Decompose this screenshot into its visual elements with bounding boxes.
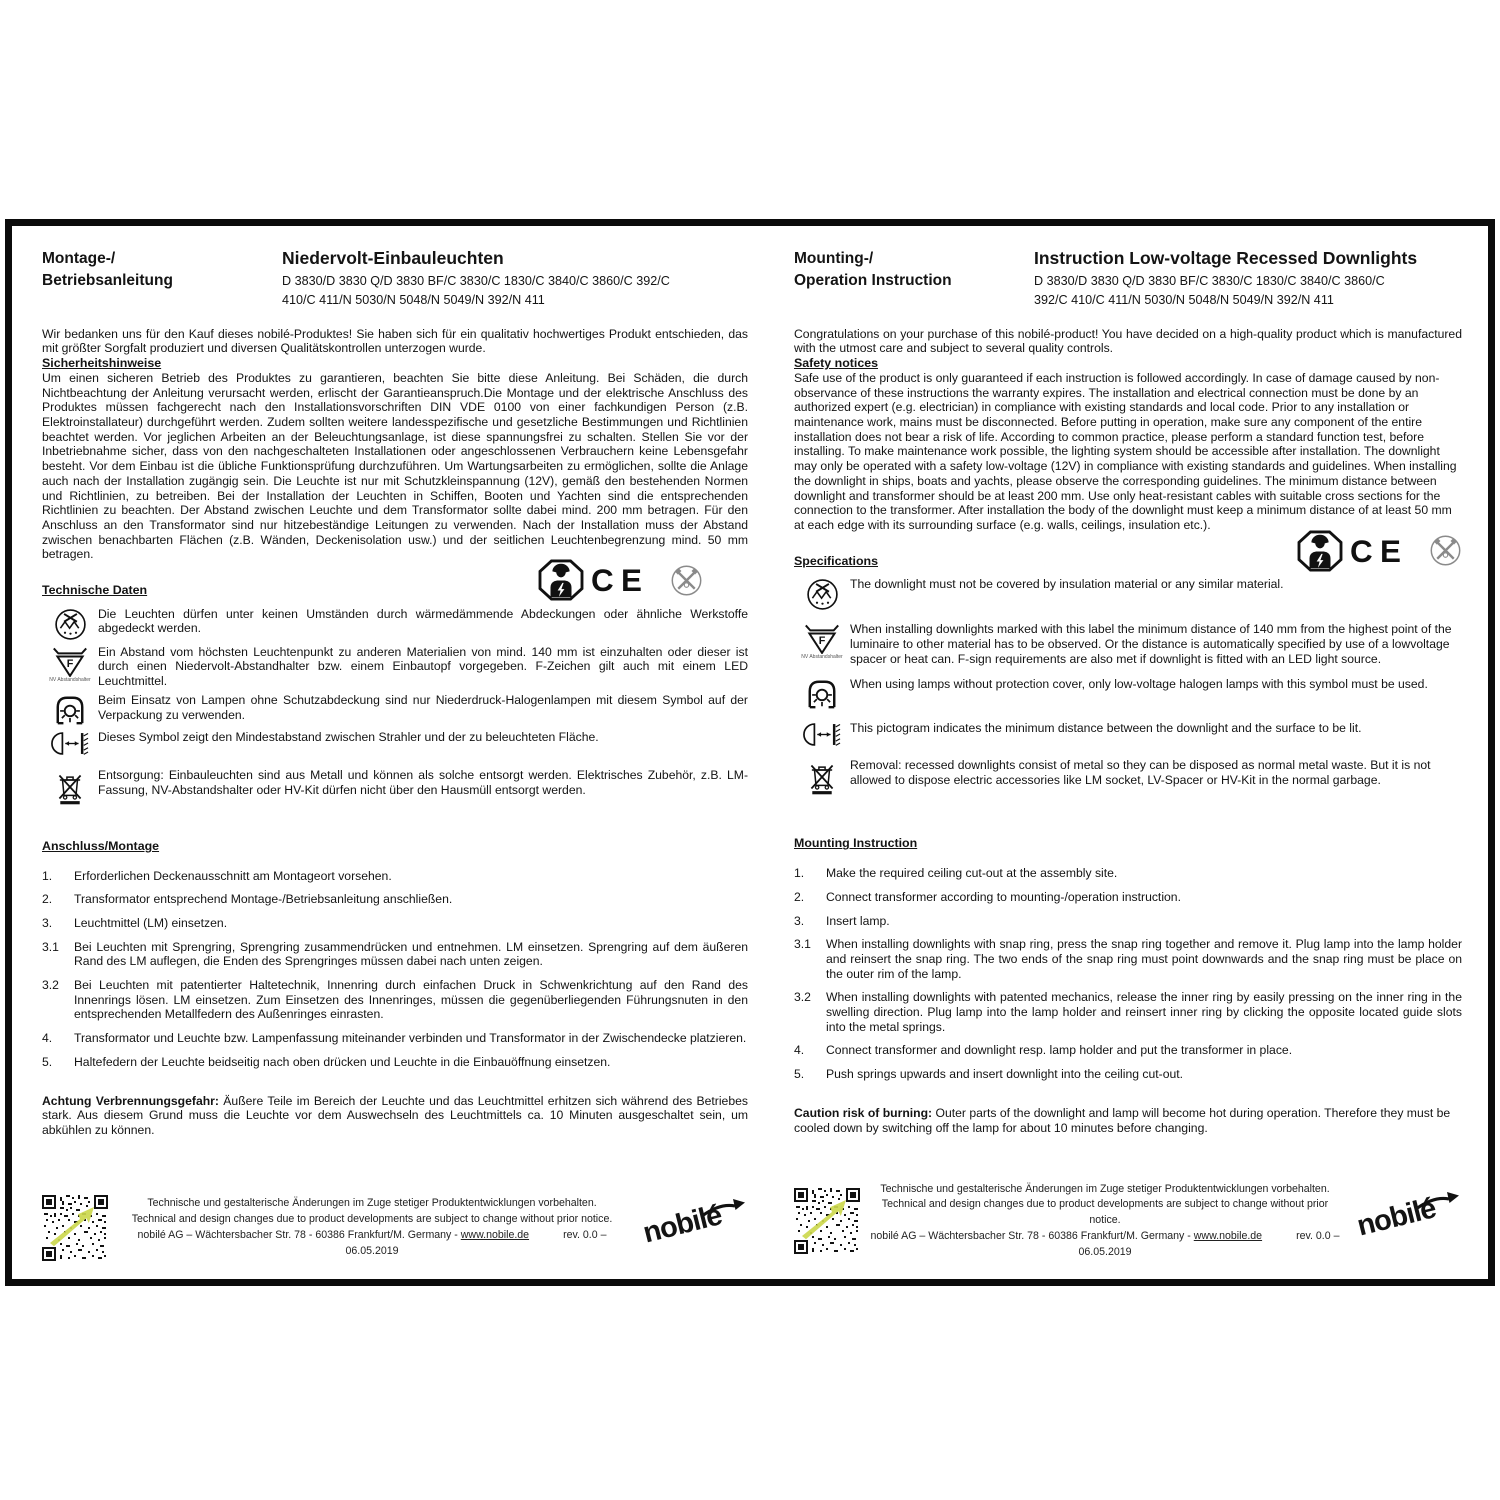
step-item — [794, 914, 1462, 929]
spec-item — [42, 730, 748, 756]
step-item — [42, 978, 748, 1022]
logo-wordmark: nobilé — [640, 1199, 725, 1250]
header-german — [42, 248, 748, 310]
product-title-en: Instruction Low-voltage Recessed Downlights — [1034, 248, 1418, 268]
spec-item — [794, 677, 1462, 710]
step-item — [42, 869, 748, 884]
nobile-logo — [1350, 1189, 1462, 1253]
step-text: Leuchtmittel (LM) einsetzen. — [74, 915, 228, 930]
step-text: Connect transformer and downlight resp. lamp holder and put the transformer in place. — [826, 1043, 1293, 1058]
step-item — [42, 1031, 748, 1046]
safety-text-de: Um einen sicheren Betrieb des Produktes zu garantieren, beachten Sie bitte diese Anleitung. Bei Schäden, die durch Nichtbeachtung der Anleitung verursacht werden, erlischt der Garantieanspruch.Die Montage und der elektrische Anschluss des Produktes müssen fachgerecht nach den Installationsvorschriften DIN VDE 0100 von einer fachkundigen Person (z.B. Elektroinstallateur) durchgeführt werden. Zudem sollten weitere landesspezifische und gesetzliche Bestimmungen und Richtlinien beachtet werden. Vor jeglichen Arbeiten an der Beleuchtungsanlage, ist diese spannungsfrei zu schalten. Stellen Sie vor der Inbetriebnahme sicher, dass von den nachgeschalteten Installationen oder angeschlossenen Verbrauchern keine Lebensgefahr besteht. Vor dem Einbau ist die übliche Funktionsprüfung durchzuführen. Um Wartungsarbeiten zu ermöglichen, sollte die Anlage auch nach der Installation zugängig sein. Die Leuchte ist nur mit Schutzkleinspannung (12V), gemäß den bestehenden Normen und Richtlinien, zu betreiben. Bei der Installation der Leuchten in Schiffen, Booten und Yachten sind die entsprechenden Richtlinien zu beachten. Der Abstand zwischen Leuchte und dem Transformator sollte dabei mind. 200 mm betragen. Für den Anschluss an den Transformator sind nur hitzebeständige Leitungen zu verwenden. Nach der Installation muss der Abstand zwischen benachbarten Flächen (z.B. Wänden, Deckenisolation usw.) und der seitlichen Leuchtenbegrenzung mind. 50 mm betragen. — [42, 370, 748, 562]
spec-item — [794, 577, 1462, 611]
model-list-line1: D 3830/D 3830 Q/D 3830 BF/C 3830/C 1830/C 3840/C 3860/C 392/C — [282, 274, 670, 288]
step-item — [794, 990, 1462, 1034]
spec-text: This pictogram indicates the minimum distance between the downlight and the surface to be lit. — [850, 721, 1362, 736]
qr-code — [42, 1195, 108, 1261]
step-text: Connect transformer according to mounting-/operation instruction. — [826, 889, 1181, 904]
step-number: 3.1 — [42, 939, 59, 954]
step-item — [794, 937, 1462, 981]
step-number: 4. — [42, 1031, 53, 1046]
f-sign-caption: NV Abstandshalter — [801, 654, 843, 661]
doc-type-line1: Montage-/ — [42, 250, 116, 267]
step-number: 3.1 — [794, 937, 811, 952]
footer-revision: rev. 0.0 – 06.05.2019 — [1078, 1230, 1340, 1259]
electrician-protection-class-icon — [538, 559, 584, 601]
spec-text: Entsorgung: Einbauleuchten sind aus Metall und können als solche entsorgt werden. Elektrisches Zubehör, z.B. LM-Fassung, NV-Abstandshalter oder HV-Kit dürfen nicht über den Hausmüll entsorgt werden. — [98, 767, 748, 797]
halogen-lamp-icon — [53, 694, 87, 726]
ce-mark-icon — [591, 563, 663, 597]
footer-line3 — [116, 1228, 628, 1260]
step-item — [794, 890, 1462, 905]
column-german — [42, 226, 748, 1279]
footer-line1: Technische und gestalterische Änderungen im Zuge stetiger Produktentwicklungen vorbehalten. — [147, 1197, 597, 1210]
safety-text-en: Safe use of the product is only guaranteed if each instruction is followed accordingly. In case of damage caused by non-observance of these instructions the warranty expires. The installation and electrical connection must be done by an authorized expert (e.g. electrician) in compliance with existing standards and local code. Prior to any installation or maintenance work, mains must be disconnected. Before putting in operation, make sure any component of the entire installation does not bear a risk of life. According to common practice, please perform a standard function test, before installing. To make maintenance work possible, the lighting system should be accessible after installation. The downlight may only be operated with a safety low-voltage (12V) in compliance with existing standards and guidelines. When installing the downlight in ships, boats and yachts, please observe the corresponding guidelines. The minimum distance between downlight and transformer should be at least 200 mm. Use only heat-resistant cables with suitable cross sections for the connection to the transformer. After installation the body of the downlight must keep a minimum distance of at least 50 mm at each edge with its surrounding surface (e.g. walls, ceilings, insulation etc.). — [794, 370, 1457, 532]
step-item — [42, 1055, 748, 1070]
step-number: 1. — [42, 868, 53, 883]
step-text: Make the required ceiling cut-out at the assembly site. — [826, 866, 1118, 881]
tech-heading-de: Technische Daten — [42, 583, 148, 598]
spec-text: The downlight must not be covered by insulation material or any similar material. — [850, 577, 1284, 592]
spec-item — [42, 693, 748, 726]
safety-heading-en: Safety notices — [794, 356, 879, 371]
step-item — [42, 916, 748, 931]
step-text: Push springs upwards and insert downlight into the ceiling cut-out. — [826, 1067, 1184, 1082]
halogen-lamp-icon — [805, 678, 839, 710]
min-distance-icon — [51, 731, 89, 756]
step-text: Transformator und Leuchte bzw. Lampenfassung miteinander verbinden und Transformator in der Zwischendecke platzieren. — [74, 1031, 747, 1046]
footer-line2: Technical and design changes due to product developments are subject to change without prior notice. — [131, 1213, 613, 1226]
step-number: 4. — [794, 1043, 805, 1058]
step-item — [42, 892, 748, 907]
weee-bin-icon — [55, 769, 85, 805]
mounting-heading-en: Mounting Instruction — [794, 836, 918, 851]
doc-type-line2: Operation Instruction — [794, 271, 952, 289]
step-number: 3. — [794, 913, 805, 928]
caution-text: Outer parts of the downlight and lamp will become hot during operation. Therefore they must be cooled down by switching off the lamp for about 10 minutes before changing. — [794, 1105, 1451, 1135]
intro-paragraph-en: Congratulations on your purchase of this nobilé-product! You have decided on a high-quality product which is manufactured with the utmost care and subject to several quality controls. — [794, 326, 1462, 356]
spec-text: Dieses Symbol zeigt den Mindestabstand zwischen Strahler und der zu beleuchteten Fläche. — [98, 729, 599, 744]
min-distance-icon — [803, 722, 841, 747]
certification-badges — [1297, 530, 1462, 572]
footer-en — [794, 1182, 1462, 1261]
nobile-logo — [636, 1196, 748, 1260]
electrician-protection-class-icon — [1297, 530, 1343, 572]
logo-wordmark: nobilé — [1354, 1192, 1439, 1243]
doc-type-line2: Betriebsanleitung — [42, 271, 173, 289]
footer-line3 — [868, 1229, 1342, 1261]
spec-item — [794, 758, 1462, 795]
step-number: 2. — [42, 892, 53, 907]
spec-item — [794, 622, 1462, 666]
step-item — [794, 866, 1462, 881]
spec-text: When installing downlights marked with this label the minimum distance of 140 mm from the highest point of the luminaire to other material has to be observed. Or the distance is automatically specified by use of a lowvoltage spacer or heat can. F-sign requirements are also met if downlight is fitted with an LED light source. — [850, 622, 1452, 666]
spec-text: Removal: recessed downlights consist of metal so they can be disposed as normal metal waste. But it is not allowed to dispose electric accessories like LM socket, LV-Spacer or HV-Kit in the normal garbage. — [850, 758, 1431, 788]
footer-text — [108, 1196, 636, 1260]
caution-label: Caution risk of burning: — [794, 1105, 933, 1120]
step-number: 1. — [794, 866, 805, 881]
step-number: 3. — [42, 915, 53, 930]
model-list-line1: D 3830/D 3830 Q/D 3830 BF/C 3830/C 1830/C 3840/C 3860/C — [1034, 274, 1385, 288]
step-item — [794, 1043, 1462, 1058]
doc-type-title-de — [42, 248, 282, 310]
footer-address: nobilé AG – Wächtersbacher Str. 78 - 60386 Frankfurt/M. Germany - — [137, 1229, 461, 1241]
spec-text: Die Leuchten dürfen unter keinen Umständen durch wärmedämmende Abdeckungen oder ähnliche Werkstoffe abgedeckt werden. — [98, 606, 748, 636]
step-number: 2. — [794, 889, 805, 904]
spec-item — [42, 768, 748, 805]
caution-text: Äußere Teile im Bereich der Leuchte und das Leuchtmittel erhitzen sich während des Betriebes stark. Aus diesem Grund muss die Leuchte vor dem Auswechseln des Leuchtmittels ca. 10 Minuten ausgeschaltet sein, um abkühlen zu können. — [42, 1093, 748, 1137]
f-sign-icon — [804, 623, 840, 654]
spec-item — [42, 607, 748, 641]
step-number: 3.2 — [794, 990, 811, 1005]
certification-badges — [538, 559, 703, 601]
column-english — [794, 226, 1462, 1279]
step-text: Bei Leuchten mit patentierter Haltetechnik, Innenring durch einfachen Druck in Schwenkrichtung auf den Rand des Innenrings lösen. LM einsetzen. Zum Einsetzen des Innenringes, müssen die gegenüberliegenden Führungsnuten in den entsprechenden Metallfedern des Außenringes einrasten. — [74, 978, 748, 1022]
caution-label: Achtung Verbrennungsgefahr: — [42, 1093, 219, 1108]
doc-type-title-en — [794, 248, 1034, 310]
spec-list-de — [42, 607, 748, 809]
spec-text: When using lamps without protection cover, only low-voltage halogen lamps with this symbol must be used. — [850, 677, 1428, 692]
step-text: Haltefedern der Leuchte beidseitig nach oben drücken und Leuchte in die Einbauöffnung einsetzen. — [74, 1054, 611, 1069]
spec-item — [794, 721, 1462, 747]
step-text: Insert lamp. — [826, 913, 890, 928]
spec-text: Beim Einsatz von Lampen ohne Schutzabdeckung sind nur Niederdruck-Halogenlampen mit diesem Symbol auf der Verpackung zu verwenden. — [98, 692, 748, 722]
step-number: 5. — [794, 1067, 805, 1082]
intro-paragraph-de: Wir bedanken uns für den Kauf dieses nobilé-Produktes! Sie haben sich für ein qualitativ hochwertiges Produkt entschieden, das mit größter Sorgfalt produziert und diversen Qualitätskontrollen unterzogen wurde. — [42, 326, 748, 356]
product-title-de: Niedervolt-Einbauleuchten — [282, 248, 504, 268]
footer-website-link: www.nobile.de — [1193, 1230, 1263, 1243]
ce-mark-icon — [1350, 534, 1422, 568]
no-insulation-cover-icon — [54, 608, 87, 641]
weee-bin-icon — [807, 759, 837, 795]
spec-item — [42, 645, 748, 689]
no-insulation-cover-icon — [806, 578, 839, 611]
mounting-heading-de: Anschluss/Montage — [42, 838, 160, 853]
safety-heading-de: Sicherheitshinweise — [42, 356, 162, 371]
instruction-sheet — [5, 219, 1495, 1286]
caution-paragraph-en — [794, 1106, 1462, 1135]
step-text: Transformator entsprechend Montage-/Betriebsanleitung anschließen. — [74, 892, 453, 907]
doc-type-line1: Mounting-/ — [794, 250, 874, 267]
model-list-line2: 392/C 410/C 411/N 5030/N 5048/N 5049/N 392/N 411 — [1034, 292, 1334, 307]
footer-de — [42, 1195, 748, 1261]
step-number: 5. — [42, 1054, 53, 1069]
header-english — [794, 248, 1462, 310]
qr-code — [794, 1188, 860, 1254]
footer-line2: Technical and design changes due to product developments are subject to change without prior notice. — [881, 1198, 1329, 1227]
spec-list-en — [794, 577, 1462, 806]
guild-emblem-icon — [1429, 534, 1462, 567]
f-sign-icon — [52, 646, 88, 677]
footer-website-link: www.nobile.de — [460, 1229, 530, 1241]
step-text: Bei Leuchten mit Sprengring, Sprengring zusammendrücken und entnehmen. LM einsetzen. Sprengring auf dem äußeren Rand des LM auflegen, die Enden des Sprengringes müssen dabei nach unten zeigen. — [74, 939, 748, 969]
step-list-en — [794, 866, 1462, 1091]
tech-heading-en: Specifications — [794, 553, 879, 568]
step-text: When installing downlights with patented mechanics, release the inner ring by easily pressing on the inner ring in the swelling direction. Plug lamp into the lamp holder and reinsert inner ring by clicking the opposite located guide slots into the metal springs. — [826, 990, 1462, 1034]
footer-text — [860, 1182, 1350, 1261]
step-item — [42, 940, 748, 969]
step-list-de — [42, 869, 748, 1079]
product-header-de — [282, 248, 748, 310]
f-sign-caption: NV Abstandshalter — [49, 676, 91, 683]
footer-line1: Technische und gestalterische Änderungen im Zuge stetiger Produktentwicklungen vorbehalten. — [880, 1182, 1330, 1195]
caution-paragraph-de — [42, 1094, 748, 1138]
step-number: 3.2 — [42, 978, 59, 993]
model-list-line2: 410/C 411/N 5030/N 5048/N 5049/N 392/N 411 — [282, 292, 545, 307]
spec-text: Ein Abstand vom höchsten Leuchtenpunkt zu anderen Materialien von mind. 140 mm ist einzuhalten oder dieser ist durch einen Niedervolt-Abstandhalter bzw. einem Einbautopf vorgegeben. F-Zeichen gilt auch mit einem LED Leuchtmittel. — [98, 644, 748, 689]
step-item — [794, 1067, 1462, 1082]
product-header-en — [1034, 248, 1462, 310]
step-text: When installing downlights with snap ring, press the snap ring together and remove it. Plug lamp into the lamp holder and reinsert the snap ring. The two ends of the snap ring must point downwards and the snap ring must be place on the outer rim of the lamp. — [826, 937, 1462, 981]
footer-address: nobilé AG – Wächtersbacher Str. 78 - 60386 Frankfurt/M. Germany - — [870, 1230, 1194, 1243]
step-text: Erforderlichen Deckenausschnitt am Montageort vorsehen. — [74, 868, 392, 883]
guild-emblem-icon — [670, 564, 703, 597]
footer-revision: rev. 0.0 – 06.05.2019 — [345, 1229, 607, 1257]
